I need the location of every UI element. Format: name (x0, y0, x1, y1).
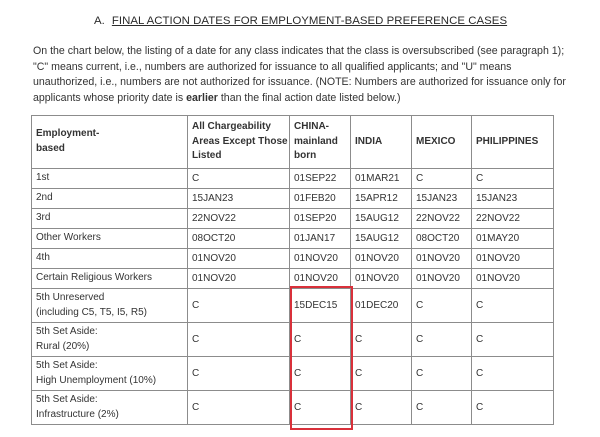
value-cell: 01SEP22 (290, 169, 351, 189)
value-cell: C (472, 357, 554, 391)
category-cell: Other Workers (32, 229, 188, 249)
value-cell: 01NOV20 (290, 249, 351, 269)
value-cell: 15DEC15 (290, 289, 351, 323)
value-cell: C (472, 391, 554, 425)
value-cell: C (351, 391, 412, 425)
table-row (32, 189, 554, 209)
value-cell: 01JAN17 (290, 229, 351, 249)
table-row (32, 357, 554, 391)
intro-bold-word: earlier (186, 91, 218, 104)
table-body (32, 169, 554, 425)
value-cell: C (351, 323, 412, 357)
header-india: INDIA (351, 116, 412, 169)
final-action-dates-table (31, 115, 554, 425)
intro-paragraph (33, 44, 578, 106)
table-row (32, 323, 554, 357)
value-cell: 15JAN23 (412, 189, 472, 209)
value-cell: 01NOV20 (351, 269, 412, 289)
value-cell: C (188, 391, 290, 425)
value-cell: 15AUG12 (351, 229, 412, 249)
table-row (32, 169, 554, 189)
value-cell: C (290, 323, 351, 357)
header-mexico: MEXICO (412, 116, 472, 169)
value-cell: 08OCT20 (412, 229, 472, 249)
category-cell: Certain Religious Workers (32, 269, 188, 289)
section-heading (94, 15, 507, 27)
value-cell: C (188, 169, 290, 189)
value-cell: 22NOV22 (188, 209, 290, 229)
table-row (32, 249, 554, 269)
value-cell: C (188, 289, 290, 323)
table-row (32, 269, 554, 289)
value-cell: C (351, 357, 412, 391)
value-cell: C (290, 391, 351, 425)
value-cell: C (472, 323, 554, 357)
value-cell: 01MAR21 (351, 169, 412, 189)
category-cell: 2nd (32, 189, 188, 209)
category-cell: 5th Set Aside: Rural (20%) (32, 323, 188, 357)
value-cell: 01FEB20 (290, 189, 351, 209)
section-letter: A. (94, 15, 105, 27)
header-employment-based: Employment- based (32, 116, 188, 169)
value-cell: 01NOV20 (351, 249, 412, 269)
value-cell: C (472, 289, 554, 323)
table-row (32, 209, 554, 229)
category-cell: 4th (32, 249, 188, 269)
value-cell: 01NOV20 (472, 249, 554, 269)
category-cell: 5th Set Aside: Infrastructure (2%) (32, 391, 188, 425)
value-cell: 01NOV20 (472, 269, 554, 289)
value-cell: 15AUG12 (351, 209, 412, 229)
category-cell: 5th Set Aside: High Unemployment (10%) (32, 357, 188, 391)
value-cell: 15APR12 (351, 189, 412, 209)
value-cell: 01NOV20 (188, 249, 290, 269)
value-cell: 01DEC20 (351, 289, 412, 323)
category-cell: 5th Unreserved (including C5, T5, I5, R5) (32, 289, 188, 323)
value-cell: 22NOV22 (472, 209, 554, 229)
header-china: CHINA- mainland born (290, 116, 351, 169)
header-philippines: PHILIPPINES (472, 116, 554, 169)
header-all-chargeability: All Chargeability Areas Except Those Listed (188, 116, 290, 169)
value-cell: C (472, 169, 554, 189)
value-cell: C (412, 289, 472, 323)
value-cell: C (412, 391, 472, 425)
intro-text-end: than the final action date listed below.) (217, 91, 401, 104)
value-cell: 01NOV20 (188, 269, 290, 289)
value-cell: C (188, 357, 290, 391)
value-cell: 01SEP20 (290, 209, 351, 229)
value-cell: 01NOV20 (290, 269, 351, 289)
table-row (32, 229, 554, 249)
value-cell: 15JAN23 (188, 189, 290, 209)
value-cell: C (188, 323, 290, 357)
intro-text-start: On the chart below, the listing of a date for any class indicates that the class is oversubscribed (see paragraph 1); "C" means current, i.e., numbers are authorized for issuance to all qualified applicants; and "U" means unauthorized, i.e., numbers are not authorized for issuance. (NOTE: Numbers are authorized for issuance only for applicants whose priority date is (33, 45, 566, 104)
value-cell: 08OCT20 (188, 229, 290, 249)
value-cell: 15JAN23 (472, 189, 554, 209)
value-cell: C (290, 357, 351, 391)
table-row (32, 289, 554, 323)
value-cell: C (412, 357, 472, 391)
table-row (32, 391, 554, 425)
value-cell: C (412, 323, 472, 357)
value-cell: 01MAY20 (472, 229, 554, 249)
value-cell: 22NOV22 (412, 209, 472, 229)
section-title-text: FINAL ACTION DATES FOR EMPLOYMENT-BASED PREFERENCE CASES (111, 15, 508, 27)
category-cell: 3rd (32, 209, 188, 229)
value-cell: C (412, 169, 472, 189)
value-cell: 01NOV20 (412, 269, 472, 289)
category-cell: 1st (32, 169, 188, 189)
value-cell: 01NOV20 (412, 249, 472, 269)
table-header-row (32, 116, 554, 169)
